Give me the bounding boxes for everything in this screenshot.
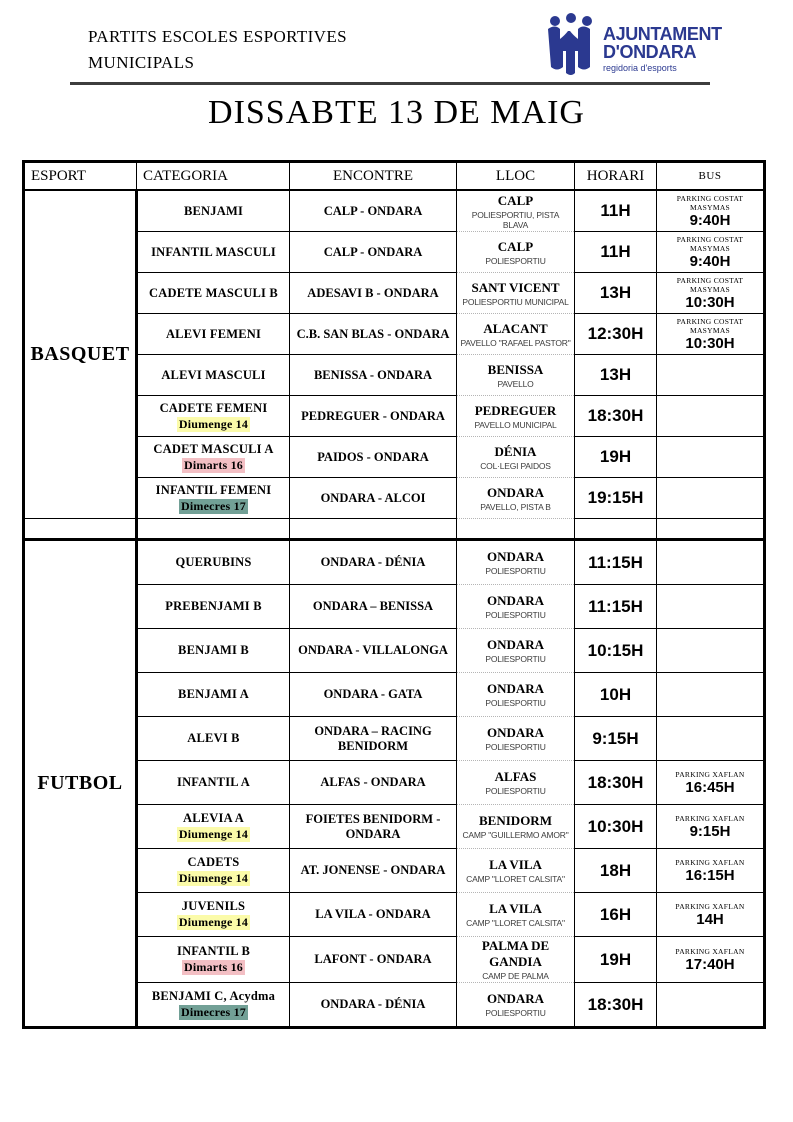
bus-cell [657, 232, 765, 273]
bus-cell [657, 273, 765, 314]
categoria-cell [137, 805, 290, 849]
document-heading-line2: MUNICIPALS [88, 53, 195, 73]
lloc-venue: POLIESPORTIU [485, 654, 546, 664]
separator-cell [457, 519, 575, 540]
bus-parking-label: PARKING COSTAT MASYMAS [676, 235, 744, 253]
horari-cell: 12:30H [575, 314, 657, 355]
bus-cell [657, 478, 765, 519]
encontre-cell: CALP - ONDARA [290, 190, 457, 232]
ajuntament-ondara-logo [546, 13, 722, 82]
lloc-venue: PAVELLO, PISTA B [480, 501, 551, 512]
horari-cell: 19H [575, 437, 657, 478]
horari-cell: 11H [575, 232, 657, 273]
bus-parking-label: PARKING XAFLAN [675, 947, 745, 956]
bus-cell [657, 437, 765, 478]
bus-cell [657, 355, 765, 396]
horari-cell: 19:15H [575, 478, 657, 519]
bus-departure-time: 9:40H [689, 212, 731, 229]
lloc-venue: POLIESPORTIU [485, 610, 546, 620]
lloc-venue: POLIESPORTIU [485, 255, 546, 266]
categoria-cell [137, 893, 290, 937]
lloc-cell [457, 273, 575, 314]
lloc-cell [457, 761, 575, 805]
lloc-cell [457, 849, 575, 893]
lloc-cell [457, 396, 575, 437]
horari-cell: 19H [575, 937, 657, 983]
match-row [24, 190, 765, 232]
categoria-cell [137, 314, 290, 355]
encontre-cell: ONDARA - ALCOI [290, 478, 457, 519]
column-header-categoria: CATEGORIA [137, 162, 290, 191]
categoria-label: PREBENJAMI B [165, 599, 262, 613]
bus-cell [657, 937, 765, 983]
lloc-venue: POLIESPORTIU [485, 698, 546, 708]
bus-cell [657, 540, 765, 585]
categoria-label: BENJAMI B [178, 643, 249, 657]
horari-cell: 18:30H [575, 983, 657, 1028]
lloc-venue: CAMP DE PALMA [482, 971, 549, 981]
reschedule-note: Diumenge 14 [178, 416, 249, 431]
encontre-cell: CALP - ONDARA [290, 232, 457, 273]
lloc-cell [457, 893, 575, 937]
categoria-label: CADETS [187, 855, 240, 869]
lloc-cell [457, 190, 575, 232]
lloc-cell [457, 437, 575, 478]
separator-esport-cell [24, 519, 137, 540]
bus-departure-time: 10:30H [685, 335, 735, 352]
column-header-bus: BUS [657, 162, 765, 191]
categoria-cell [137, 190, 290, 232]
encontre-cell: ONDARA – BENISSA [290, 585, 457, 629]
reschedule-note: Diumenge 14 [178, 827, 249, 841]
categoria-label: BENJAMI C, Acydma [151, 989, 276, 1003]
lloc-town: ONDARA [486, 484, 545, 500]
categoria-label: CADETE FEMENI [159, 400, 268, 415]
encontre-cell: ONDARA - VILLALONGA [290, 629, 457, 673]
bus-parking-label: PARKING COSTAT MASYMAS [676, 276, 744, 294]
lloc-venue: CAMP "GUILLERMO AMOR" [462, 830, 569, 840]
horari-cell: 13H [575, 273, 657, 314]
lloc-town: BENIDORM [479, 813, 552, 828]
encontre-cell: BENISSA - ONDARA [290, 355, 457, 396]
categoria-label: QUERUBINS [175, 555, 252, 569]
schedule-table-body [24, 190, 765, 1028]
logo-text [603, 25, 722, 73]
lloc-cell [457, 540, 575, 585]
categoria-label: INFANTIL FEMENI [155, 482, 272, 497]
schedule-table [22, 160, 766, 1029]
lloc-town: ALACANT [483, 320, 548, 336]
separator-cell [137, 519, 290, 540]
categoria-cell [137, 540, 290, 585]
bus-cell [657, 190, 765, 232]
horari-cell: 16H [575, 893, 657, 937]
categoria-cell [137, 232, 290, 273]
logo-name-line1: AJUNTAMENT [603, 24, 722, 44]
categoria-cell [137, 355, 290, 396]
categoria-label: CADET MASCULI A [153, 441, 274, 456]
lloc-venue: CAMP "LLORET CALSITA" [466, 874, 565, 884]
bus-cell [657, 805, 765, 849]
lloc-town: ONDARA [486, 681, 545, 696]
encontre-cell: ONDARA – RACING BENIDORM [290, 717, 457, 761]
bus-departure-time: 9:40H [689, 253, 731, 270]
bus-parking-label: PARKING COSTAT MASYMAS [676, 317, 744, 335]
lloc-town: CALP [497, 192, 534, 208]
encontre-cell: PEDREGUER - ONDARA [290, 396, 457, 437]
lloc-cell [457, 585, 575, 629]
categoria-cell [137, 437, 290, 478]
lloc-cell [457, 983, 575, 1028]
lloc-venue: POLIESPORTIU [485, 566, 546, 576]
lloc-venue: POLIESPORTIU [485, 742, 546, 752]
column-header-lloc: LLOC [457, 162, 575, 191]
logo-subtitle: regidoria d'esports [603, 62, 677, 73]
sport-label-basquet: BASQUET [24, 190, 137, 519]
categoria-cell [137, 673, 290, 717]
lloc-venue: POLIESPORTIU, PISTA BLAVA [471, 209, 560, 230]
bus-departure-time: 14H [696, 911, 724, 928]
horari-cell: 10H [575, 673, 657, 717]
sport-label-futbol: FUTBOL [24, 540, 137, 1028]
separator-cell [575, 519, 657, 540]
lloc-cell [457, 937, 575, 983]
categoria-cell [137, 937, 290, 983]
lloc-town: LA VILA [489, 857, 542, 872]
horari-cell: 18H [575, 849, 657, 893]
categoria-cell [137, 761, 290, 805]
encontre-cell: ONDARA - GATA [290, 673, 457, 717]
categoria-cell [137, 983, 290, 1028]
encontre-cell: C.B. SAN BLAS - ONDARA [290, 314, 457, 355]
categoria-label: BENJAMI A [178, 687, 249, 701]
lloc-venue: PAVELLO "RAFAEL PASTOR" [460, 337, 571, 348]
categoria-label: JUVENILS [181, 899, 246, 913]
bus-cell [657, 717, 765, 761]
encontre-cell: LAFONT - ONDARA [290, 937, 457, 983]
match-row [24, 540, 765, 585]
document-heading [88, 24, 347, 77]
column-header-esport: ESPORT [24, 162, 137, 191]
encontre-cell: ADESAVI B - ONDARA [290, 273, 457, 314]
header-divider [70, 82, 710, 85]
horari-cell: 11H [575, 190, 657, 232]
bus-cell [657, 893, 765, 937]
document-heading-line1: PARTITS ESCOLES ESPORTIVES [88, 27, 347, 46]
bus-cell [657, 396, 765, 437]
lloc-town: DÉNIA [494, 443, 537, 459]
bus-parking-label: PARKING XAFLAN [675, 858, 745, 867]
lloc-town: ONDARA [486, 725, 545, 740]
logo-name-line2: D'ONDARA [603, 42, 697, 63]
reschedule-note: Dimecres 17 [181, 1005, 246, 1019]
lloc-town: BENISSA [487, 361, 544, 377]
bus-cell [657, 983, 765, 1028]
bus-departure-time: 9:15H [689, 823, 731, 840]
bus-cell [657, 849, 765, 893]
lloc-town: ONDARA [486, 593, 545, 608]
lloc-cell [457, 478, 575, 519]
categoria-label: INFANTIL B [177, 944, 250, 958]
bus-parking-label: PARKING XAFLAN [675, 814, 745, 823]
categoria-cell [137, 717, 290, 761]
bus-departure-time: 10:30H [685, 294, 735, 311]
reschedule-note: Diumenge 14 [178, 871, 249, 885]
horari-cell: 10:15H [575, 629, 657, 673]
categoria-label: CADETE MASCULI B [149, 285, 278, 300]
lloc-cell [457, 314, 575, 355]
categoria-label: INFANTIL A [177, 775, 250, 789]
reschedule-note: Diumenge 14 [178, 915, 249, 929]
lloc-cell [457, 355, 575, 396]
encontre-cell: ONDARA - DÉNIA [290, 540, 457, 585]
encontre-cell: AT. JONENSE - ONDARA [290, 849, 457, 893]
lloc-town: ALFAS [494, 769, 537, 784]
categoria-label: ALEVI FEMENI [165, 326, 262, 341]
categoria-cell [137, 629, 290, 673]
categoria-label: BENJAMI [183, 203, 244, 218]
lloc-town: ONDARA [486, 991, 545, 1006]
horari-cell: 13H [575, 355, 657, 396]
categoria-label: ALEVI MASCULI [161, 367, 266, 382]
reschedule-note: Dimarts 16 [184, 457, 243, 472]
lloc-town: SANT VICENT [471, 279, 560, 295]
reschedule-note: Dimarts 16 [184, 960, 243, 974]
section-separator-row [24, 519, 765, 540]
table-header-row [24, 162, 765, 191]
horari-cell: 18:30H [575, 761, 657, 805]
lloc-venue: POLIESPORTIU [485, 1008, 546, 1018]
bus-departure-time: 17:40H [685, 956, 735, 973]
bus-cell [657, 314, 765, 355]
horari-cell: 18:30H [575, 396, 657, 437]
bus-parking-label: PARKING COSTAT MASYMAS [676, 194, 744, 212]
bus-cell [657, 761, 765, 805]
encontre-cell: ONDARA - DÉNIA [290, 983, 457, 1028]
lloc-venue: PAVELLO [497, 378, 534, 389]
categoria-cell [137, 478, 290, 519]
reschedule-note: Dimecres 17 [181, 498, 246, 513]
lloc-cell [457, 673, 575, 717]
bus-departure-time: 16:15H [685, 867, 735, 884]
categoria-label: ALEVIA A [183, 811, 244, 825]
lloc-cell [457, 805, 575, 849]
categoria-cell [137, 396, 290, 437]
horari-cell: 11:15H [575, 540, 657, 585]
categoria-label: ALEVI B [187, 731, 240, 745]
lloc-cell [457, 232, 575, 273]
page-title: DISSABTE 13 DE MAIG [208, 94, 585, 131]
bus-parking-label: PARKING XAFLAN [675, 902, 745, 911]
lloc-town: ONDARA [486, 549, 545, 564]
lloc-cell [457, 629, 575, 673]
lloc-venue: POLIESPORTIU [485, 786, 546, 796]
categoria-cell [137, 273, 290, 314]
ondara-crest-icon [546, 13, 596, 82]
column-header-encontre: ENCONTRE [290, 162, 457, 191]
encontre-cell: PAIDOS - ONDARA [290, 437, 457, 478]
column-header-horari: HORARI [575, 162, 657, 191]
bus-cell [657, 629, 765, 673]
categoria-label: INFANTIL MASCULI [151, 244, 276, 259]
lloc-cell [457, 717, 575, 761]
lloc-venue: CAMP "LLORET CALSITA" [466, 918, 565, 928]
lloc-venue: COL·LEGI PAIDOS [480, 460, 551, 471]
categoria-cell [137, 849, 290, 893]
lloc-town: LA VILA [489, 901, 542, 916]
lloc-town: CALP [497, 238, 534, 254]
lloc-town: PALMA DE GANDIA [481, 938, 550, 969]
lloc-town: ONDARA [486, 637, 545, 652]
horari-cell: 9:15H [575, 717, 657, 761]
bus-departure-time: 16:45H [685, 779, 735, 796]
encontre-cell: ALFAS - ONDARA [290, 761, 457, 805]
horari-cell: 11:15H [575, 585, 657, 629]
encontre-cell: FOIETES BENIDORM - ONDARA [290, 805, 457, 849]
lloc-town: PEDREGUER [474, 402, 557, 418]
lloc-venue: PAVELLO MUNICIPAL [474, 419, 557, 430]
lloc-venue: POLIESPORTIU MUNICIPAL [462, 296, 569, 307]
separator-cell [290, 519, 457, 540]
bus-parking-label: PARKING XAFLAN [675, 770, 745, 779]
categoria-cell [137, 585, 290, 629]
horari-cell: 10:30H [575, 805, 657, 849]
separator-cell [657, 519, 765, 540]
encontre-cell: LA VILA - ONDARA [290, 893, 457, 937]
bus-cell [657, 673, 765, 717]
bus-cell [657, 585, 765, 629]
